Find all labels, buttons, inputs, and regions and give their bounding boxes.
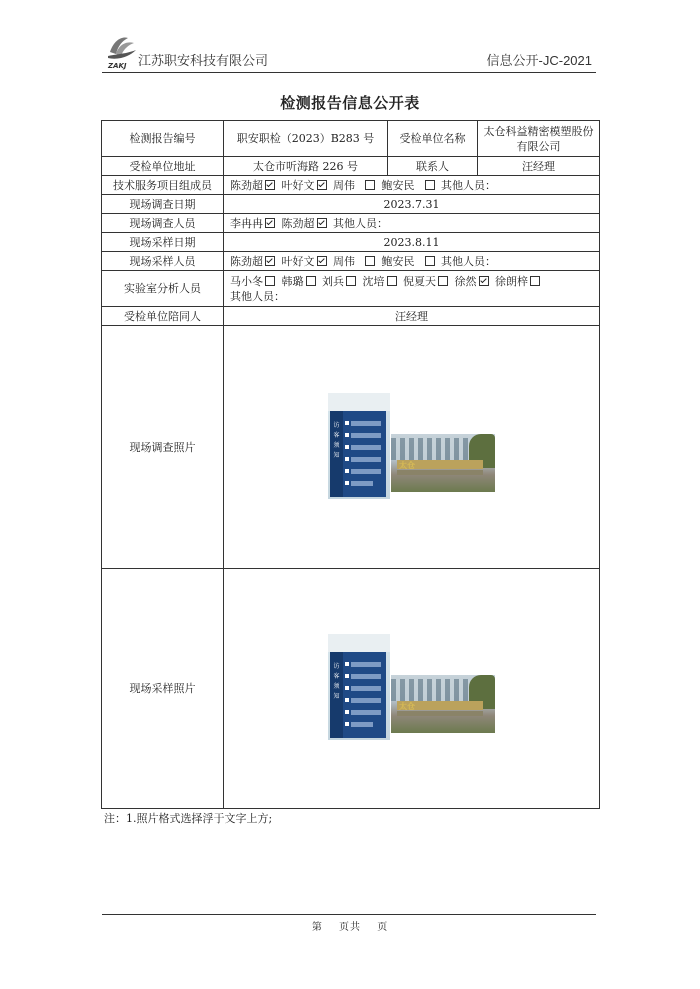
person-name: 徐朗梓 [495,274,528,288]
person-name: 陈劲超 [281,216,315,230]
checkbox[interactable] [306,276,316,286]
checkbox[interactable] [365,256,375,266]
other-staff-label: 其他人员： [230,289,285,303]
table-row [102,233,600,252]
table-row [102,214,600,233]
person-name: 韩璐 [281,274,304,288]
sampling-date-value: 2023.8.11 [224,233,600,252]
checkbox[interactable] [425,180,435,190]
person-name: 陈劲超 [230,178,263,192]
building-photo [391,675,495,733]
page-footer [0,918,700,933]
footer-page-prefix: 第 [311,922,323,933]
survey-photo-label: 现场调查照片 [102,326,224,569]
visitor-sign-photo [328,393,390,499]
document-number: 信息公开-JC-2021 [486,53,592,68]
other-staff-label: 其他人员： [333,216,388,230]
table-row [102,121,600,157]
checkbox[interactable] [317,180,327,190]
person-name: 陈劲超 [230,254,263,268]
address-label: 受检单位地址 [102,157,224,176]
unit-name-label: 受检单位名称 [388,121,478,157]
samplers-label: 现场采样人员 [102,252,224,271]
person-name: 李冉冉 [230,216,263,230]
footnote: 注：1.照片格式选择浮于文字上方; [104,812,273,825]
surveyors-people [224,214,600,233]
page-title: 检测报告信息公开表 [280,94,420,112]
escort-label: 受检单位陪同人 [102,307,224,326]
sign-text: 访 客 须 知 [330,411,343,497]
person-name: 刘兵 [322,274,344,288]
contact-value: 汪经理 [478,157,600,176]
person-name: 周伟 [333,178,355,192]
survey-photo [328,393,496,501]
other-staff-label: 其他人员： [441,254,496,268]
checkbox[interactable] [317,218,327,228]
checkbox[interactable] [479,276,489,286]
surveyors-label: 现场调查人员 [102,214,224,233]
lab-people [224,271,600,307]
person-name: 叶好文 [281,178,315,192]
checkbox[interactable] [365,180,375,190]
other-staff-label: 其他人员： [441,178,496,192]
survey-date-value: 2023.7.31 [224,195,600,214]
report-no-value: 职安职检（2023）B283 号 [224,121,388,157]
table-row [102,326,600,569]
checkbox[interactable] [265,218,275,228]
footer-page-middle: 页共 [339,922,361,933]
table-row [102,176,600,195]
company-name: 江苏职安科技有限公司 [138,53,269,68]
building-photo [391,434,495,492]
sampling-photo-cell [224,569,600,809]
contact-label: 联系人 [388,157,478,176]
team-people [224,176,600,195]
person-name: 马小冬 [230,274,263,288]
person-name: 周伟 [333,254,355,268]
person-name: 倪夏天 [403,274,436,288]
escort-value: 汪经理 [224,307,600,326]
checkbox[interactable] [265,256,275,266]
person-name: 鲍安民 [381,178,415,192]
company-logo [104,32,138,70]
table-row [102,271,600,307]
sign-text: 访 客 须 知 [330,652,343,738]
logo-text: ZAKJ [108,62,127,70]
table-row [102,195,600,214]
footer-page-suffix: 页 [377,922,389,933]
unit-name-value: 太仓科益精密模塑股份有限公司 [478,121,600,157]
sampling-date-label: 现场采样日期 [102,233,224,252]
table-row [102,157,600,176]
survey-date-label: 现场调查日期 [102,195,224,214]
building-brand-text: 太仓 [399,702,415,711]
person-name: 叶好文 [281,254,315,268]
checkbox[interactable] [317,256,327,266]
page-header [102,30,596,73]
lab-label: 实验室分析人员 [102,271,224,307]
checkbox[interactable] [530,276,540,286]
info-table [101,120,600,809]
table-row [102,252,600,271]
checkbox[interactable] [387,276,397,286]
survey-photo-cell [224,326,600,569]
table-row [102,569,600,809]
team-label: 技术服务项目组成员 [102,176,224,195]
checkbox[interactable] [265,180,275,190]
report-no-label: 检测报告编号 [102,121,224,157]
address-value: 太仓市听海路 226 号 [224,157,388,176]
checkbox[interactable] [425,256,435,266]
checkbox[interactable] [265,276,275,286]
person-name: 徐然 [454,274,477,288]
checkbox[interactable] [438,276,448,286]
visitor-sign-photo [328,634,390,740]
table-row [102,307,600,326]
samplers-people [224,252,600,271]
sampling-photo [328,634,496,742]
person-name: 鲍安民 [381,254,415,268]
sampling-photo-label: 现场采样照片 [102,569,224,809]
footer-divider [102,914,596,915]
checkbox[interactable] [346,276,356,286]
building-brand-text: 太仓 [399,461,415,470]
person-name: 沈培 [362,274,385,288]
